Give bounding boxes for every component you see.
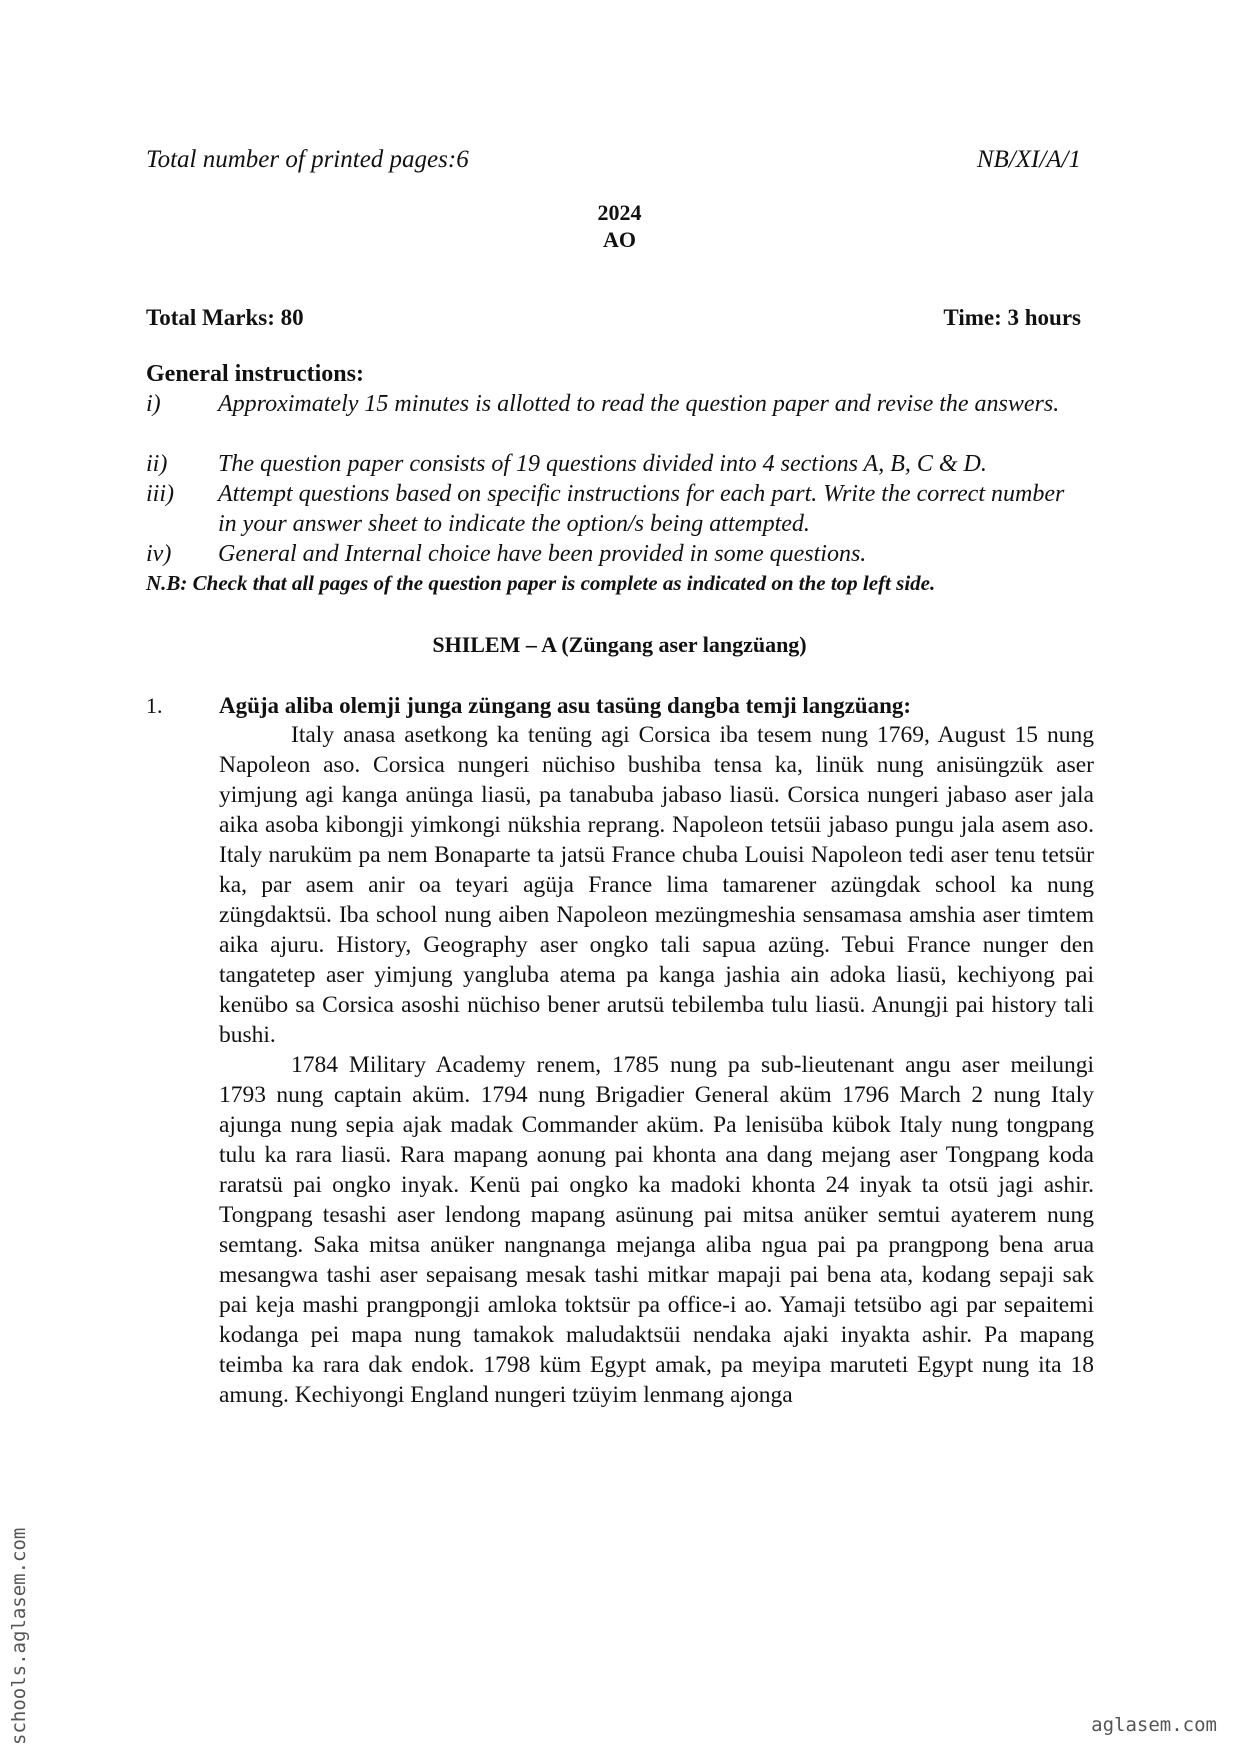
- instruction-item: [146, 479, 1066, 539]
- instruction-number: ii): [146, 451, 168, 477]
- instruction-text: General and Internal choice have been provided in some questions.: [218, 541, 867, 567]
- nb-note: N.B: Check that all pages of the question paper is complete as indicated on the top left side.: [146, 571, 936, 595]
- subject-code: AO: [603, 227, 636, 252]
- instruction-text: Attempt questions based on specific instructions for each part. Write the correct number in your answer sheet to indicate the option/s being attempted.: [218, 481, 1065, 537]
- marks-time-row: [146, 305, 1081, 331]
- exam-year: 2024: [597, 200, 642, 225]
- instruction-text: The question paper consists of 19 questions divided into 4 sections A, B, C & D.: [218, 451, 987, 477]
- instruction-number: iii): [146, 481, 174, 507]
- passage-paragraph-2: 1784 Military Academy renem, 1785 nung pa sub-lieutenant angu aser meilungi 1793 nung captain aküm. 1794 nung Brigadier General aküm 1796 March 2 nung Italy ajunga nung sepia ajak madak Commander aküm. Pa lenisüba kübok Italy nung tongpang tulu ka rara liasü. Rara mapang aonung pai khonta ana dang mejang aser Tongpang koda raratsü pai ongko inyak. Kenü pai ongko ka madoki khonta 24 inyak ta otsü jagi ashir. Tongpang tesashi aser lendong mapang asünung pai mitsa anüker semtui ayaterem nung semtang. Saka mitsa anüker nangnanga mejanga aliba ngua pai pa prangpong bena arua mesangwa tashi aser sepaisang mesak tashi mitkar mapaji pai bena ata, kodang sepaji sak pai keja mashi prangpongji amloka toktsür pa office-i ao. Yamaji tetsübo agi par sepaitemi kodanga pei mapa nung tamakok maludaktsüi nendaka ajaki inyakta ashir. Pa mapang teimba ka rara dak endok. 1798 küm Egypt amak, pa meyipa maruteti Egypt nung ita 18 amung. Kechiyongi England nungeri tzüyim lenmang ajonga: [219, 1052, 1094, 1408]
- watermark-right: aglasem.com: [1091, 1714, 1217, 1736]
- total-marks: Total Marks: 80: [146, 305, 304, 330]
- watermark-left: schools.aglasem.com: [8, 1527, 30, 1745]
- section-title: SHILEM – A (Züngang aser langzüang): [432, 632, 807, 657]
- instruction-number: i): [146, 391, 161, 417]
- instruction-item: [146, 539, 1066, 569]
- paper-code: NB/XI/A/1: [976, 146, 1081, 173]
- page-header: [146, 146, 1081, 174]
- passage-paragraph-1: Italy anasa asetkong ka tenüng agi Corsica iba tesem nung 1769, August 15 nung Napoleon aso. Corsica nungeri nüchiso bushiba tensa ka, linük nung anisüngzük aser yimjung agi kanga anünga liasü, pa tanabuba jabaso liasü. Corsica nungeri jabaso aser jala aika asoba kibongji yimkongi nükshia reprang. Napoleon tetsüi jabaso pungu jala asem aso. Italy naruküm pa nem Bonaparte ta jatsü France chuba Louisi Napoleon tedi aser tenu tetsür ka, par asem anir oa teyari agüja France lima tamarener azüngdak school ka nung züngdaktsü. Iba school nung aiben Napoleon mezüngmeshia sensamasa amshia aser timtem aika ajuru. History, Geography aser ongko tali sapua azüng. Tebui France nunger den tangatetep aser yimjung yangluba atema pa kanga jashia ain adoka liasü, kechiyong pai kenübo sa Corsica asoshi nüchiso bener arutsü tebilemba tulu liasü. Anungji pai history tali bushi.: [219, 722, 1094, 1048]
- instruction-item: [146, 449, 1066, 479]
- question-passage: [219, 720, 1094, 1410]
- printed-pages-note: Total number of printed pages:6: [146, 146, 469, 173]
- general-instructions-title: General instructions:: [146, 361, 364, 387]
- question-heading: Agüja aliba olemji junga züngang asu tasüng dangba temji langzüang:: [219, 693, 912, 718]
- time-allowed: Time: 3 hours: [943, 305, 1081, 330]
- instruction-item: [146, 389, 1066, 419]
- question-number: 1.: [146, 693, 163, 718]
- instruction-number: iv): [146, 541, 172, 567]
- instruction-text: Approximately 15 minutes is allotted to read the question paper and revise the answers.: [218, 391, 1060, 417]
